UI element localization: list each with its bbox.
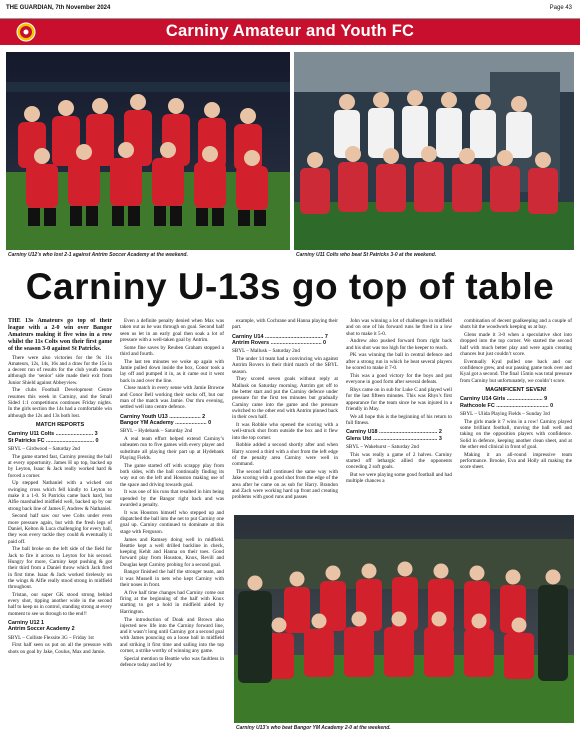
paragraph: Special mention to Beattie who was faultless in defence today and led by (120, 655, 224, 669)
paragraph: The introduction of Doak and Brown also injected new life into the Carniny forward line, and it wasn’t long until Carniny got a second goal with James pouncing on a loose ball in midfield and striking it first time and sailing into the top corner, a strike worthy of winning any game. (120, 616, 224, 655)
u11-team-photo (294, 52, 574, 250)
dateline: SBYL – Wakehurst – Saturday 2nd (346, 443, 419, 450)
paragraph: It was Robbie who opened the scoring with a well-struck shot from outside the box and it flew into the top corner. (232, 421, 338, 441)
result-line: Bangor YM Academy ..................... 0 (120, 419, 212, 426)
paragraph: Glens made it 3-0 when a speculative shot into dropped into the top corner. We started the second half with much better play and were again creating chances but just couldn’t score. (460, 332, 572, 357)
u11-photo-caption: Carniny U11 Colts who beat St Patricks 3-0 at the weekend. (296, 252, 437, 258)
paragraph: Bangor finished the half the stronger team, and it was Mussell in nets who kept Carniny with their noses in front. (120, 569, 224, 589)
paragraph: Andrew also pushed forward from right back and his shot was too high for the keeper to reach. (346, 338, 452, 351)
section-heading: MATCH REPORTS (35, 421, 85, 428)
paragraph: This was a good victory for the boys and put everyone in good form after several defeats. (346, 372, 452, 386)
paragraph: The game started off with scrappy play from both sides, with the ball continually finding its way out on the left and Houston making use of the space and driving towards goal. (120, 462, 224, 488)
result-line: Carniny Youth U13 ..................... 2 (120, 413, 206, 420)
lead-paragraph: THE 13s Amateurs go top of their league with a 2-0 win over Bangor Amateurs making it five wins in a row whilst the 11s Colts won their first game of the season 3-0 against St Patricks. (8, 318, 112, 352)
section-banner (0, 19, 580, 45)
paragraph: The girls made it 7 wins in a row! Carniny played some brilliant football, moving the ball well and taking on the opposition players with confidence. Solid in defence, keeping another clean sheet, and at the other end clinical in front of goal. (460, 418, 572, 450)
paragraph: Rhys came on in sub for Luke C and played well for the last fifteen minutes. This was Rhys’s first appearance for the team since he was injured in a friendly in May. (346, 386, 452, 412)
result-line: Antrim Soccer Academy 2 (8, 626, 75, 633)
paragraph: The second half continued the same way with Jake scoring with a good shot from the edge of the area after he came on as sub for Harry. Brandon and Zach were working hard up front and creating problems with good runs and passes (232, 469, 338, 501)
paragraph: James and Ramsey doing well in midfield. Beattie kept a well drilled backline in check, keeping Kehlt and Hanna on their toes. Good forward play from Houston, Knox, Revill and Douglas kept Carniny probing for a second goal. (120, 536, 224, 568)
result-line: Carniny U14 ....................................... 7 (232, 333, 328, 340)
paragraph: combination of decent goalkeeping and a couple of shots hit the woodwork keeping us at bay. (460, 318, 572, 331)
paragraph: Second half saw our wee Colts under even more pressure again, but with the fresh legs of Daniel, Kelton & Luca challenging for every ball, they won every tackle they could & eventually it paid off. (8, 513, 112, 545)
u12-team-photo (6, 52, 290, 250)
dateline: SBYL – Ulida Playing Fields – Sunday 3rd (460, 410, 550, 417)
dateline: SBYL – Colliste Flexsite 3G – Friday 1st (8, 634, 94, 641)
section-heading: MAGNIFICENT SEVEN! (485, 386, 547, 393)
paragraph: Eventually Kyal pulled one back and our confidence grew, and our passing game took over and Kyal got a second. The final 15min was total pressure from Carniny but unfortunately, we couldn’t score. (460, 358, 572, 384)
u12-photo-caption: Carniny U12’s who lost 2-1 against Antrim Soccer Academy at the weekend. (8, 252, 188, 258)
result-line: Rathcoole FC ................................... 0 (460, 402, 554, 409)
page-number: Page 43 (549, 5, 572, 11)
dateline: SBYL – Mallusk – Saturday 2nd (232, 348, 300, 355)
dateline: SBYL – Hydebank – Saturday 2nd (120, 428, 193, 435)
article-column-3 (232, 318, 338, 510)
paragraph: Robbie added a second shortly after and when Harry scored a third with a shot from the left edge of the penalty area Carniny were well in command. (232, 442, 338, 468)
paragraph: The clubs Football Development Centre resumes this week in Carniny, and the Small Sided 1:1 competitions continues Friday nights. In the girls section the 14s had a comfortable win although the 12s and 13s both lost. (8, 387, 112, 419)
result-line: Carniny U12 1 (8, 620, 44, 627)
banner-title: Carniny Amateur and Youth FC (165, 22, 415, 40)
result-line: Antrim Rovers .................................. 0 (232, 339, 327, 346)
paragraph: Up stepped Nathaniel with a wicked out swinging cross which fell kindly to Leyton to make it a 1-0. St Patricks came back hard, but Alfie marshalled midfield well, backed up by our strong back line of James F, Andrew & Nathaniel. (8, 480, 112, 512)
paragraph: The last ten minutes we woke up again with Jamie pulled down inside the box, Conor took a lay off and pumped it in, as it came out it went back in and over the line. (120, 358, 224, 384)
paragraph: The under 14 team had a convincing win against Antrim Rovers in their third match of the SBYL season. (232, 355, 338, 375)
dateline: SBYL – Girdwood – Saturday 2nd (8, 445, 80, 452)
paragraph: The ball broke on the left side of the field for Jack to fire it across to Leyton for his second. Hungry for more, Carniny kept pushing & got their third from a Daniel throw which Jack fired in first time. Isaac & Jack worked tirelessly on the wings & Alfie really stood strong in midfield throughout. (8, 546, 112, 591)
article-column-5 (460, 318, 572, 510)
publication-date: THE GUARDIAN, 7th November 2024 (6, 5, 111, 11)
paragraph: There were also victories for the 9s 11s Amateurs, 12s, 14s, 16s and a draw for the 15s in a decent run of results for the club youth teams although the ‘senior’ side made their exit from Junior Shield against Abbeyview. (8, 354, 112, 386)
page-header (0, 0, 580, 19)
paragraph: This was really a game of 2 halves. Carniny started off lethargic allied the opponents conceding 2 soft goals. (346, 451, 452, 471)
article-column-2 (120, 318, 224, 730)
headline: Carniny U-13s go top of table (25, 266, 555, 307)
paragraph: We all hope this is the beginning of his return to full fitness. (346, 413, 452, 426)
result-line: Carniny U14 Girls ........................ 9 (460, 396, 548, 403)
result-line: St Patricks FC ................................ 0 (8, 437, 99, 444)
paragraph: Even a definite penalty denied when Max was taken out as he was through on goal. Second half seen us let in an early goal then soak a lot of pressure with a well-taken goal by Antrim. (120, 318, 224, 343)
result-line: Glens Utd ........................................... 3 (346, 435, 442, 442)
paragraph: It was Houston himself who stepped up and dispatched the ball into the net to put Carniny one goal up. Carniny continued to dominate at this stage with Ferguson. (120, 509, 224, 535)
result-line: Carniny U18 ....................................... 2 (346, 429, 442, 436)
paragraph: A five half time changes had Carniny come out firing at the beginning of the half with Knox starting to get a hold in midfield aided by Harrington. (120, 589, 224, 615)
article-column-4 (346, 318, 452, 510)
paragraph: example, with Cochrane and Hanna playing their part. (232, 318, 338, 331)
article-column-1 (8, 318, 112, 730)
result-line: Carniny U11 Colts ......................... 3 (8, 431, 98, 438)
paragraph: Tristan, our super GK stood strong behind every shot, tipping another wide in the second half to keep us in control, standing strong at every moment to see us through to the end!! (8, 591, 112, 617)
paragraph: First half seen us put on all the pressure with shots on goal by Jake, Coulus, Max and Jamie. (8, 642, 112, 655)
paragraph: John was winning a lot of challenges in midfield and on one of his forward runs he fired in a low shot to make it 5-0. (346, 318, 452, 337)
paragraph: It was one of his runs that resulted in him being upended by the Bangor right back and was awarded a penalty. (120, 489, 224, 509)
u13-photo-caption: Carniny U13’s who beat Bangor YM Academy 2-0 at the weekend. (236, 725, 391, 731)
u13-team-photo (234, 515, 574, 723)
paragraph: They scored seven goals without reply at Mallusk on Saturday morning. Antrim got off to the better start and put the Carniny defence under pressure for the first ten minutes but gradually Carniny came into the game and the pressure switched to the other end with Antrim pinned back in their own half. (232, 376, 338, 421)
paragraph: A real team effort helped extend Carniny’s unbeaten run to five games with every player and substitute all playing their part up at Hydebank Playing Fields. (120, 436, 224, 461)
paragraph: Close match in every sense with Jamie Browne and Conor Bell working their socks off, but our man of the match was Jamie. Our thru evening, settled well into centre defence. (120, 385, 224, 411)
paragraph: The game started fast, Carniny pressing the ball at every opportunity. James H up top, backed up by Leyton, Isaac & Jack really worked hard & forced a corner. (8, 453, 112, 479)
paragraph: But we were playing some good football and had multiple chances a (346, 472, 452, 485)
paragraph: Some fine saves by Reuben Graham stopped a third and fourth. (120, 344, 224, 357)
paragraph: PK was winning the ball in central defence and after a strong run in which he beat several players he scored to make it 7-0. (346, 352, 452, 372)
paragraph: Making it an all-round impressive team performance. Brooke, Eva and Holly all making the score sheet. (460, 451, 572, 471)
